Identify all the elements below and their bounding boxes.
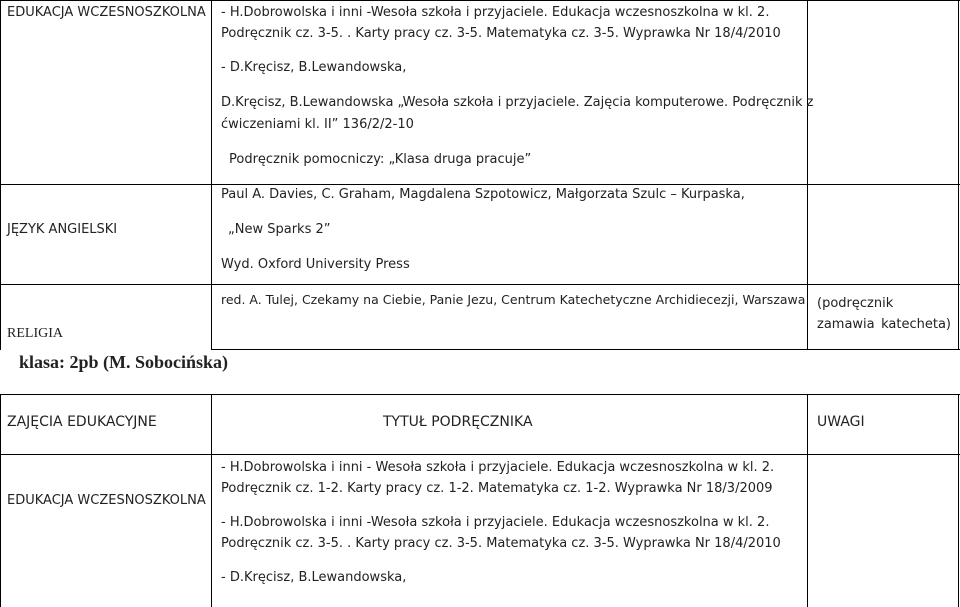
textbook-line: - H.Dobrowolska i inni - Wesoła szkoła i przyjaciele. Edukacja wczesnoszkolna w kl. 2. [221,460,775,475]
subject-cell: JĘZYK ANGIELSKI [7,222,118,237]
table-border-left [0,394,1,607]
table-column-divider [211,0,212,285]
table-column-divider [807,0,808,285]
table-border-right [958,394,959,607]
textbook-line: D.Kręcisz, B.Lewandowska „Wesoła szkoła i przyjaciele. Zajęcia komputerowe. Podręcznik z [221,95,814,110]
table-border-top [0,0,960,1]
textbook-line: Podręcznik pomocniczy: „Klasa druga pracuje” [229,152,532,167]
table-column-divider [211,394,212,607]
textbook-line: Podręcznik cz. 3-5. . Karty pracy cz. 3-5. Matematyka cz. 3-5. Wyprawka Nr 18/4/2010 [221,536,781,551]
table-border-right [958,284,959,350]
table-column-divider [211,284,212,350]
textbook-line: - D.Kręcisz, B.Lewandowska, [221,570,407,585]
textbook-line: red. A. Tulej, Czekamy na Ciebie, Panie Jezu, Centrum Katechetyczne Archidiecezji, Warszawa [221,292,806,307]
table-border-left [0,284,1,350]
subject-cell: RELIGIA [7,326,63,341]
column-header: TYTUŁ PODRĘCZNIKA [383,414,533,430]
class-heading: klasa: 2pb (M. Sobocińska) [19,352,229,372]
textbook-line: „New Sparks 2” [228,222,331,237]
column-header: UWAGI [817,414,865,430]
note-cell: (podręcznik zamawia katecheta) [817,296,951,332]
subject-cell: EDUKACJA WCZESNOSZKOLNA [7,5,206,20]
textbook-line: - H.Dobrowolska i inni -Wesoła szkoła i przyjaciele. Edukacja wczesnoszkolna w kl. 2. [221,5,770,20]
table-divider [0,284,960,285]
textbook-line: - D.Kręcisz, B.Lewandowska, [221,60,407,75]
textbook-line: - H.Dobrowolska i inni -Wesoła szkoła i przyjaciele. Edukacja wczesnoszkolna w kl. 2. [221,515,770,530]
table-divider [0,184,960,185]
textbook-line: Podręcznik cz. 3-5. . Karty pracy cz. 3-5. Matematyka cz. 3-5. Wyprawka Nr 18/4/2010 [221,26,781,41]
table-border-top [0,394,960,395]
table-divider [211,349,960,350]
textbook-line: Podręcznik cz. 1-2. Karty pracy cz. 1-2. Matematyka cz. 1-2. Wyprawka Nr 18/3/2009 [221,481,773,496]
textbook-line: Wyd. Oxford University Press [221,257,410,272]
table-divider [0,454,960,455]
table-column-divider [807,284,808,350]
table-border-right [958,0,959,285]
textbook-line: ćwiczeniami kl. II” 136/2/2-10 [221,117,414,132]
column-header: ZAJĘCIA EDUKACYJNE [7,414,157,430]
table-border-left [0,0,1,285]
subject-cell: EDUKACJA WCZESNOSZKOLNA [7,493,206,508]
table-column-divider [807,394,808,607]
textbook-line: Paul A. Davies, C. Graham, Magdalena Szpotowicz, Małgorzata Szulc – Kurpaska, [221,187,745,202]
